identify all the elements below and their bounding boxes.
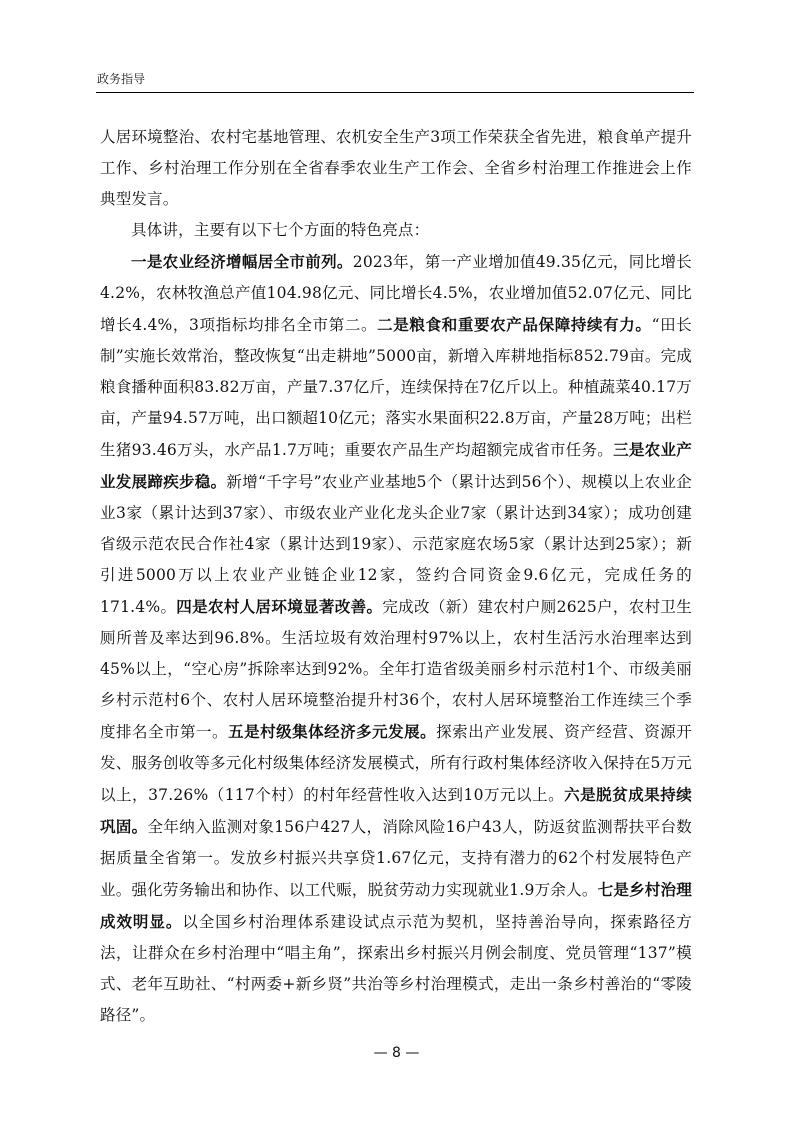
paragraph: [100, 246, 692, 1031]
paragraph-text: “田长制”实施长效常治，整改恢复“出走耕地”5000亩，新增入库耕地指标852.79亩。完成粮食播种面积83.82万亩，产量7.37亿斤，连续保持在7亿斤以上。种植蔬菜40.17万亩，产量94.57万吨，出口额超10亿元；落实水果面积22.8万亩，产量28万吨；出栏生猪93.46万头，水产品1.7万吨；重要农产品生产均超额完成省市任务。: [100, 316, 692, 459]
paragraph-text: 全年纳入监测对象156户427人，消除风险16户43人，防返贫监测帮扶平台数据质量全省第一。发放乡村振兴共享贷1.67亿元，支持有潜力的62个村发展特色产业。强化劳务输出和协作、以工代赈，脱贫劳动力实现就业1.9万余人。: [100, 818, 692, 899]
paragraph: [100, 122, 692, 215]
paragraph-text: 具体讲，主要有以下七个方面的特色亮点：: [131, 221, 430, 239]
paragraph-text: 2023年，第一产业增加值49.35亿元，同比增长4.2%，农林牧渔总产值104.98亿元、同比增长4.5%，农业增加值52.07亿元、同比增长4.4%，3项指标均排名全市第二。: [100, 253, 692, 334]
paragraph: [100, 215, 692, 246]
running-header: 政务指导: [97, 72, 146, 86]
highlight-heading: 七是乡村治理成效明显。: [100, 880, 692, 931]
paragraph-text: 探索出产业发展、资产经营、资源开发、服务创收等多元化村级集体经济发展模式，所有行政村集体经济收入保持在5万元以上，37.26%（117个村）的村年经营性收入达到10万元以上。: [100, 723, 692, 804]
page-number: — 8 —: [373, 1045, 420, 1061]
paragraph-text: 以全国乡村治理体系建设试点示范为契机，坚持善治导向，探索路径方法，让群众在乡村治理中“唱主角”，探索出乡村振兴月例会制度、党员管理“137”模式、老年互助社、“村两委+新乡贤”共治等乡村治理模式，走出一条乡村善治的“零陵路径”。: [100, 913, 692, 1024]
body-text: [100, 122, 692, 1031]
highlight-heading: 六是脱贫成果持续巩固。: [100, 785, 692, 836]
highlight-heading: 二是粮食和重要农产品保障持续有力。: [377, 315, 652, 334]
paragraph-text: 人居环境整治、农村宅基地管理、农机安全生产3项工作荣获全省先进，粮食单产提升工作、乡村治理工作分别在全省春季农业生产工作会、全省乡村治理工作推进会上作典型发言。: [100, 128, 692, 208]
highlight-heading: 一是农业经济增幅居全市前列。: [131, 252, 353, 271]
highlight-heading: 四是农村人居环境显著改善。: [176, 597, 383, 616]
paragraph-text: 完成改（新）建农村户厕2625户，农村卫生厕所普及率达到96.8%。生活垃圾有效治理村97%以上，农村生活污水治理率达到45%以上，“空心房”拆除率达到92%。全年打造省级美丽乡村示范村1个、市级美丽乡村示范村6个、农村人居环境整治提升村36个，农村人居环境整治工作连续三个季度排名全市第一。: [100, 598, 692, 741]
highlight-heading: 五是村级集体经济多元发展。: [228, 722, 437, 741]
header-divider: [96, 92, 694, 93]
highlight-heading: 三是农业产业发展蹄疾步稳。: [100, 440, 692, 491]
paragraph-text: 新增“千字号”农业产业基地5个（累计达到56个）、规模以上农业企业3家（累计达到37家）、市级农业产业化龙头企业7家（累计达到34家）；成功创建省级示范农民合作社4家（累计达到19家）、示范家庭农场5家（累计达到25家）；新引进5000万以上农业产业链企业12家，签约合同资金9.6亿元，完成任务的171.4%。: [100, 473, 692, 616]
